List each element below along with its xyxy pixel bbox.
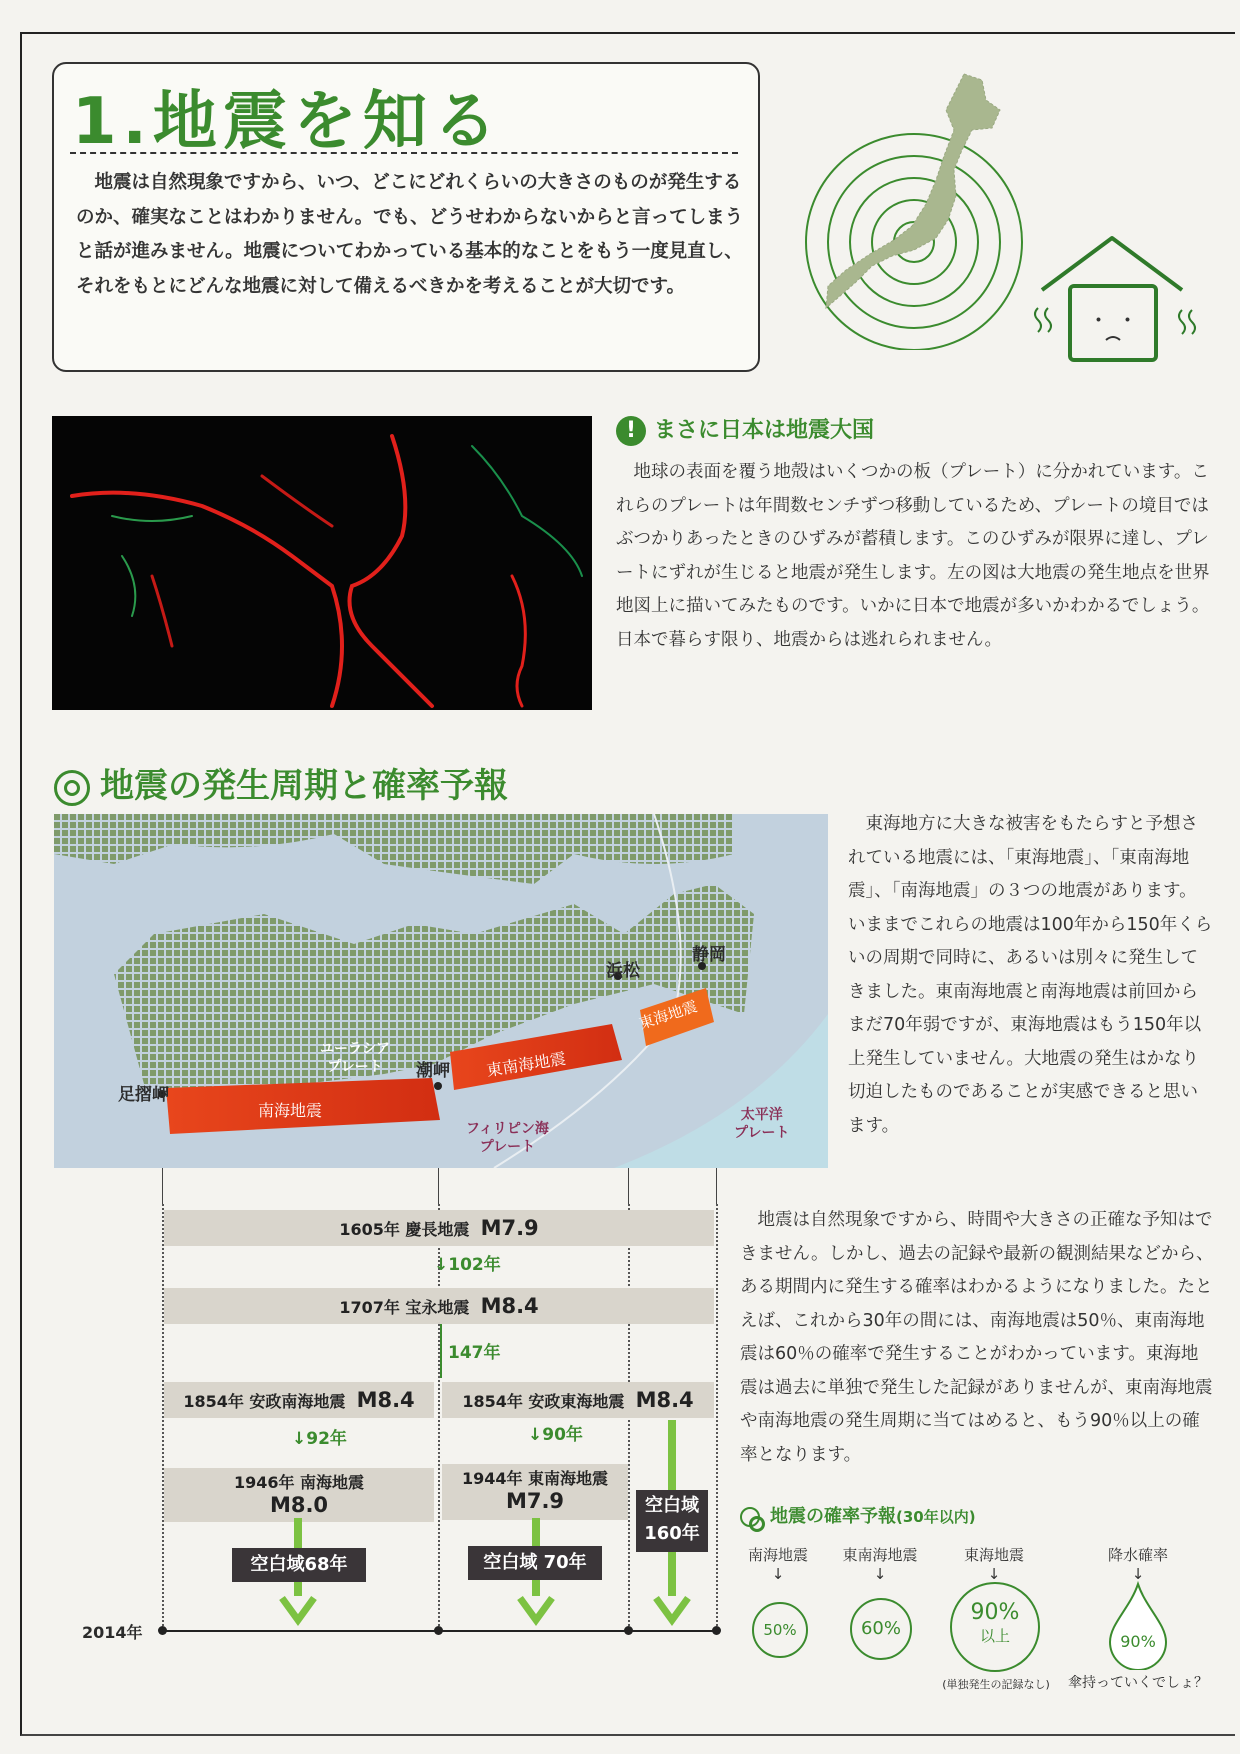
ansei-tokai-bar: 1854年 安政東海地震 M8.4 — [442, 1382, 714, 1418]
forecast-rain-note: 傘持っていくでしょ？ — [1068, 1675, 1208, 1691]
gap-147: 147年 — [448, 1343, 501, 1363]
blank-160-badge: 空白域 160年 — [636, 1490, 708, 1552]
label-shionomisaki: 潮岬 — [416, 1061, 450, 1081]
world-earthquake-map — [52, 416, 592, 710]
blank-70-badge: 空白域 70年 — [468, 1546, 602, 1580]
house-illustration — [1022, 228, 1212, 368]
forecast-rain-value: 90% — [1120, 1632, 1156, 1651]
gap-90: ↓90年 — [528, 1425, 583, 1445]
label-pacific-plate: 太平洋 プレート — [734, 1107, 790, 1141]
page-title: 1.地震を知る — [72, 85, 503, 159]
showa-nankai-bar: 1946年 南海地震 M8.0 — [164, 1468, 434, 1522]
label-eurasia-plate: ユーラシア プレート — [320, 1041, 390, 1075]
label-nankai-quake: 南海地震 — [258, 1101, 323, 1120]
svg-text:・ ・: ・ ・ — [1087, 309, 1139, 334]
arrow-down-icon — [652, 1594, 692, 1628]
ansei-nankai-bar: 1854年 安政南海地震 M8.4 — [164, 1382, 434, 1418]
forecast-nankai-label: 南海地震 ↓ — [747, 1546, 808, 1583]
forecast-tonankai-label: 東南海地震 ↓ — [842, 1546, 918, 1583]
taikoku-text: 地球の表面を覆う地殻はいくつかの板（プレート）に分かれています。これらのプレートは年間数センチずつ移動しているため、プレートの境目ではぶつかりあったときのひずみが蓄積します。このひずみが限界に達し、プレートにずれが生じると地震が発生します。左の図は大地震の発生地点を世界地図上に描いてみたものです。いかに日本で地震が多いかわかるでしょう。日本で暮らす限り、地震からは逃れられません。 — [616, 462, 1210, 650]
gap-102: ↓102年 — [434, 1255, 501, 1275]
forecast-tokai-value: 90% 以上 — [950, 1582, 1040, 1672]
exclamation-icon: ! — [616, 416, 646, 446]
cycle-text-1: 東海地方に大きな被害をもたらすと予想されている地震には、「東海地震」、「東南海地震」、「南海地震」の３つの地震があります。いままでこれらの地震は100年から150年くらいの周期で同時に、あるいは別々に発生してきました。東南海地震と南海地震は前回からまだ70年弱ですが、東海地震はもう150年以上発生していません。大地震の発生はかなり切迫したものであることが実感できると思います。 — [848, 814, 1213, 1136]
forecast-heading: 地震の確率予報(30年以内) — [740, 1502, 976, 1528]
label-philippine-plate: フィリピン海 プレート — [466, 1121, 549, 1155]
label-hamamatsu: 浜松 — [606, 961, 640, 981]
target-icon — [54, 770, 90, 806]
forecast-rain-label: 降水確率 ↓ — [1107, 1546, 1168, 1583]
target-icon — [740, 1507, 760, 1527]
intro-text: 地震は自然現象ですから、いつ、どこにどれくらいの大きさのものが発生するのか、確実なことはわかりません。でも、どうせわからないからと言ってしまうと話が進みません。地震についてわかっている基本的なことをもう一度見直し、それをもとにどんな地震に対して備えるべきかを考えることが大切です。 — [76, 172, 744, 297]
arrow-down-icon — [278, 1594, 318, 1628]
blank-68-badge: 空白域68年 — [232, 1548, 366, 1582]
forecast-nankai-value: 50% — [752, 1602, 808, 1658]
keicho-bar: 1605年 慶長地震 M7.9 — [164, 1210, 714, 1246]
forecast-tokai-label: 東海地震 ↓ — [963, 1546, 1024, 1583]
label-ashizuri: 足摺岬 — [118, 1085, 169, 1105]
raindrop-icon — [1106, 1580, 1170, 1670]
cycle-heading: 地震の発生周期と確率予報 — [54, 758, 508, 807]
hoei-bar: 1707年 宝永地震 M8.4 — [164, 1288, 714, 1324]
year-2014-label: 2014年 — [82, 1623, 143, 1642]
forecast-tokai-note: (単独発生の記録なし) — [942, 1678, 1050, 1691]
gap-92: ↓92年 — [292, 1429, 347, 1449]
taikoku-heading: ! まさに日本は地震大国 — [616, 413, 874, 446]
nankai-trough-map — [54, 814, 828, 1168]
arrow-down-icon — [516, 1594, 556, 1628]
label-shizuoka: 静岡 — [692, 945, 726, 965]
showa-tonankai-bar: 1944年 東南海地震 M7.9 — [442, 1464, 628, 1520]
label-tonankai-quake: 東南海地震 — [485, 1048, 568, 1081]
forecast-tonankai-value: 60% — [850, 1598, 912, 1660]
cycle-text-2: 地震は自然現象ですから、時間や大きさの正確な予知はできません。しかし、過去の記録や最新の観測結果などから、ある期間内に発生する確率はわかるようになりました。たとえば、これから30年の間には、南海地震は50％、東南海地震は60％の確率で発生することがわかっています。東海地震は過去に単独で発生した記録がありませんが、東南海地震や南海地震の発生周期に当てはめると、もう90％以上の確率となります。 — [740, 1210, 1214, 1465]
label-tokai-quake: 東海地震 — [636, 997, 700, 1033]
title-divider — [70, 152, 738, 154]
